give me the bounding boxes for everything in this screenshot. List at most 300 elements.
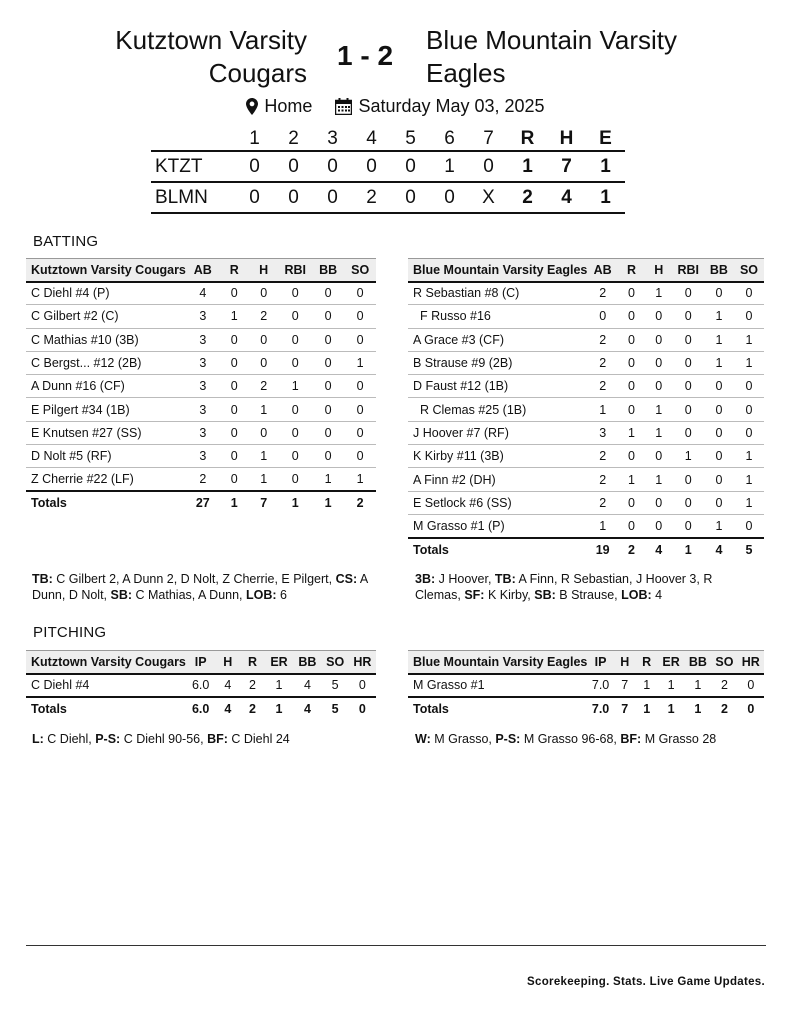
totals-cell: 4 [303, 701, 311, 716]
stat-column-header: SO [734, 259, 764, 282]
stat-cell: 0 [312, 421, 344, 444]
box-header-row [26, 651, 376, 674]
note-label: BF: [620, 732, 642, 746]
note-text: 4 [651, 588, 663, 602]
home-team-line2: Cougars [208, 58, 307, 88]
stat-cell: 0 [220, 282, 249, 305]
note-text: 6 [276, 588, 287, 602]
pitching-table-away [408, 650, 764, 720]
note-label: P-S: [495, 732, 521, 746]
stat-cell: 0 [734, 398, 764, 421]
player-row [408, 421, 764, 444]
inning-score: 0 [405, 186, 416, 208]
line-score-header-cell [151, 127, 235, 151]
stat-cell: 0 [738, 674, 764, 697]
stat-cell: 1 [645, 282, 673, 305]
stat-cell: 1 [734, 468, 764, 491]
stat-cell: 1 [645, 421, 673, 444]
stat-cell: 1 [249, 468, 279, 491]
stat-column-header: AB [186, 259, 220, 282]
player-name: E Pilgert #34 (1B) [26, 398, 186, 421]
line-score-table [151, 127, 625, 214]
stat-cell: 0 [312, 305, 344, 328]
stat-cell: 3 [587, 421, 618, 444]
stat-cell: 0 [344, 421, 376, 444]
stat-cell: 3 [186, 305, 220, 328]
note-label: 3B: [415, 572, 436, 586]
stat-cell: 4 [186, 282, 220, 305]
stat-cell: 0 [673, 398, 704, 421]
inning-score: 0 [366, 155, 377, 177]
totals-label: Totals [31, 496, 67, 511]
stat-cell: 0 [673, 514, 704, 537]
inning-header: 4 [366, 127, 377, 149]
player-name: B Strause #9 (2B) [408, 351, 587, 374]
player-name: F Russo #16 [408, 305, 587, 328]
totals-cell: 1 [291, 496, 299, 511]
note-text: K Kirby, [484, 588, 535, 602]
stat-cell: 0 [344, 398, 376, 421]
stat-cell: 1 [220, 305, 249, 328]
pitching-table-home [26, 650, 376, 720]
note-text: A Dunn, D Nolt, [32, 572, 368, 602]
stat-column-header: SO [322, 651, 349, 674]
stat-cell: 1 [658, 674, 685, 697]
stat-cell: 1 [704, 514, 734, 537]
stat-cell: 0 [220, 468, 249, 491]
stat-cell: 0 [734, 375, 764, 398]
line-score-e: 1 [600, 155, 611, 177]
stat-cell: 2 [587, 445, 618, 468]
totals-label: Totals [413, 542, 449, 557]
stat-cell: 0 [279, 328, 312, 351]
stat-cell: 0 [220, 421, 249, 444]
inning-score: 0 [483, 155, 494, 177]
inning-score: 1 [444, 155, 455, 177]
stat-cell: 0 [312, 375, 344, 398]
stat-column-header: SO [344, 259, 376, 282]
stat-column-header: RBI [279, 259, 312, 282]
stat-cell: 0 [704, 491, 734, 514]
stat-cell: 4 [293, 674, 321, 697]
stat-cell: 2 [249, 375, 279, 398]
player-row [408, 398, 764, 421]
stat-cell: 2 [587, 282, 618, 305]
stat-cell: 2 [587, 468, 618, 491]
inning-header: 5 [405, 127, 416, 149]
totals-cell: 1 [684, 542, 692, 557]
stat-column-header: BB [293, 651, 321, 674]
stat-column-header: BB [704, 259, 734, 282]
stat-cell: 0 [704, 421, 734, 444]
stat-column-header: R [636, 651, 658, 674]
footer-divider [26, 945, 766, 946]
totals-cell: 1 [643, 701, 651, 716]
map-pin-icon [246, 98, 258, 115]
player-row [408, 328, 764, 351]
note-label: P-S: [95, 732, 121, 746]
stat-cell: 0 [249, 282, 279, 305]
stat-cell: 1 [685, 674, 712, 697]
note-text: C Diehl, [43, 732, 96, 746]
player-row [26, 398, 376, 421]
player-name: M Grasso #1 [408, 674, 587, 697]
box-header-row [408, 259, 764, 282]
stat-column-header: IP [186, 651, 216, 674]
line-score-row [151, 182, 625, 213]
stat-cell: 0 [618, 282, 645, 305]
note-label: LOB: [246, 588, 277, 602]
stat-cell: 0 [344, 445, 376, 468]
player-row [26, 421, 376, 444]
note-text: B Strause, [555, 588, 622, 602]
line-score-e: 1 [600, 186, 611, 208]
stat-cell: 3 [186, 398, 220, 421]
stat-cell: 0 [704, 375, 734, 398]
stat-cell: 1 [618, 468, 645, 491]
player-name: C Diehl #4 [26, 674, 186, 697]
stat-column-header: HR [738, 651, 764, 674]
stat-cell: 0 [312, 445, 344, 468]
stat-cell: 0 [673, 468, 704, 491]
totals-cell: 2 [627, 542, 635, 557]
box-header-row [26, 259, 376, 282]
stat-column-header: H [215, 651, 240, 674]
player-row [408, 445, 764, 468]
stat-cell: 1 [265, 674, 294, 697]
stat-cell: 1 [587, 514, 618, 537]
stat-cell: 0 [618, 398, 645, 421]
player-name: J Hoover #7 (RF) [408, 421, 587, 444]
player-name: D Faust #12 (1B) [408, 375, 587, 398]
totals-label: Totals [31, 701, 67, 716]
stat-cell: 1 [279, 375, 312, 398]
stat-cell: 0 [618, 375, 645, 398]
note-text: C Diehl 24 [227, 732, 290, 746]
batting-notes-away [415, 571, 760, 603]
totals-cell: 5 [331, 701, 339, 716]
totals-row [26, 491, 376, 514]
stat-cell: 2 [186, 468, 220, 491]
stat-cell: 0 [673, 375, 704, 398]
stat-cell: 0 [312, 398, 344, 421]
stat-column-header: H [614, 651, 636, 674]
batting-table-away [408, 258, 764, 561]
note-text: M Grasso 28 [641, 732, 717, 746]
stat-cell: 0 [734, 421, 764, 444]
note-text: J Hoover, [435, 572, 495, 586]
stat-cell: 0 [673, 282, 704, 305]
totals-cell: 4 [655, 542, 663, 557]
inning-score: 0 [327, 186, 338, 208]
stat-cell: 0 [673, 491, 704, 514]
stat-cell: 0 [673, 351, 704, 374]
player-row [408, 282, 764, 305]
stat-cell: 2 [240, 674, 265, 697]
away-team-line2: Eagles [426, 58, 506, 88]
player-row [26, 328, 376, 351]
stat-cell: 0 [249, 328, 279, 351]
totals-cell: 0 [747, 701, 755, 716]
player-row [408, 674, 764, 697]
pitching-title: PITCHING [33, 624, 107, 641]
home-team-name [27, 24, 307, 90]
line-score-h: 4 [561, 186, 572, 208]
line-score-team: BLMN [155, 186, 208, 208]
box-header-row [408, 651, 764, 674]
line-score-r: 1 [522, 155, 533, 177]
totals-row [26, 697, 376, 720]
stat-cell: 0 [279, 398, 312, 421]
player-row [26, 282, 376, 305]
stat-cell: 0 [220, 398, 249, 421]
stat-cell: 1 [312, 468, 344, 491]
stat-cell: 3 [186, 351, 220, 374]
totals-cell: 4 [224, 701, 232, 716]
stat-column-header: BB [312, 259, 344, 282]
stat-column-header: HR [349, 651, 376, 674]
stat-cell: 1 [734, 351, 764, 374]
stat-cell: 0 [249, 351, 279, 374]
totals-cell: 7 [260, 496, 268, 511]
stat-cell: 0 [645, 375, 673, 398]
stat-cell: 0 [645, 328, 673, 351]
home-team-line1: Kutztown Varsity [115, 25, 307, 55]
hits-header: H [559, 127, 574, 149]
stat-cell: 0 [618, 351, 645, 374]
note-label: SB: [110, 588, 133, 602]
stat-cell: 1 [587, 398, 618, 421]
away-team-name [426, 24, 756, 90]
totals-cell: 1 [275, 701, 283, 716]
player-row [408, 514, 764, 537]
stat-cell: 1 [636, 674, 658, 697]
stat-cell: 0 [645, 305, 673, 328]
note-label: TB: [494, 572, 516, 586]
stat-cell: 1 [673, 445, 704, 468]
stat-cell: 0 [704, 445, 734, 468]
batting-table-home [26, 258, 376, 514]
stat-cell: 1 [249, 398, 279, 421]
totals-cell: 2 [356, 496, 364, 511]
stat-column-header: ER [658, 651, 685, 674]
batting-title: BATTING [33, 233, 99, 250]
inning-header: 3 [327, 127, 338, 149]
stat-cell: 1 [734, 491, 764, 514]
stat-column-header: H [645, 259, 673, 282]
errors-header: E [599, 127, 612, 149]
line-score-r: 2 [522, 186, 533, 208]
away-team-line1: Blue Mountain Varsity [426, 25, 677, 55]
player-name: C Mathias #10 (3B) [26, 328, 186, 351]
note-text: C Gilbert 2, A Dunn 2, D Nolt, Z Cherrie, E Pilgert, [52, 572, 336, 586]
stat-cell: 2 [587, 351, 618, 374]
stat-cell: 0 [279, 468, 312, 491]
game-header [0, 24, 791, 94]
stat-cell: 0 [645, 445, 673, 468]
totals-cell: 6.0 [191, 701, 210, 716]
stat-cell: 7.0 [587, 674, 613, 697]
stat-cell: 1 [704, 328, 734, 351]
stat-cell: 2 [587, 328, 618, 351]
inning-score: 0 [327, 155, 338, 177]
inning-header: 2 [288, 127, 299, 149]
inning-score: 2 [366, 186, 377, 208]
stat-cell: 1 [704, 351, 734, 374]
stat-cell: 6.0 [186, 674, 216, 697]
team-name-header: Kutztown Varsity Cougars [26, 651, 186, 674]
totals-label: Totals [413, 701, 449, 716]
pitching-notes-away [415, 731, 760, 747]
player-row [408, 351, 764, 374]
inning-score: 0 [249, 186, 260, 208]
team-name-header: Blue Mountain Varsity Eagles [408, 259, 587, 282]
totals-cell: 4 [715, 542, 723, 557]
stat-cell: 4 [215, 674, 240, 697]
player-name: C Bergst... #12 (2B) [26, 351, 186, 374]
player-name: R Clemas #25 (1B) [408, 398, 587, 421]
stat-cell: 5 [322, 674, 349, 697]
stat-cell: 1 [645, 398, 673, 421]
stat-column-header: RBI [673, 259, 704, 282]
stat-cell: 0 [618, 328, 645, 351]
stat-cell: 0 [249, 421, 279, 444]
totals-cell: 19 [595, 542, 610, 557]
stat-cell: 0 [734, 282, 764, 305]
stat-column-header: SO [711, 651, 737, 674]
totals-cell: 0 [358, 701, 366, 716]
player-name: C Gilbert #2 (C) [26, 305, 186, 328]
player-name: A Finn #2 (DH) [408, 468, 587, 491]
stat-cell: 0 [312, 282, 344, 305]
line-score-header [151, 127, 625, 151]
stat-cell: 1 [645, 468, 673, 491]
totals-cell: 1 [230, 496, 238, 511]
totals-cell: 2 [720, 701, 728, 716]
stat-cell: 0 [734, 514, 764, 537]
note-label: SF: [464, 588, 485, 602]
team-name-header: Blue Mountain Varsity Eagles [408, 651, 587, 674]
stat-cell: 2 [587, 491, 618, 514]
stat-column-header: R [240, 651, 265, 674]
calendar-icon [335, 98, 352, 115]
batting-notes-home [32, 571, 377, 603]
player-row [408, 491, 764, 514]
note-text: C Mathias, A Dunn, [132, 588, 246, 602]
stat-cell: 0 [344, 305, 376, 328]
stat-cell: 0 [704, 468, 734, 491]
stat-cell: 0 [618, 305, 645, 328]
final-score: 1 - 2 [336, 40, 394, 71]
stat-cell: 0 [704, 282, 734, 305]
stat-cell: 0 [220, 328, 249, 351]
stat-cell: 1 [344, 351, 376, 374]
note-label: L: [32, 732, 44, 746]
stat-cell: 2 [249, 305, 279, 328]
stat-cell: 3 [186, 421, 220, 444]
stat-cell: 0 [344, 282, 376, 305]
stat-column-header: H [249, 259, 279, 282]
inning-score: 0 [249, 155, 260, 177]
player-name: A Grace #3 (CF) [408, 328, 587, 351]
stat-cell: 1 [734, 445, 764, 468]
date-text: Saturday May 03, 2025 [358, 96, 545, 116]
player-row [26, 375, 376, 398]
player-row [408, 375, 764, 398]
inning-score: 0 [444, 186, 455, 208]
player-row [26, 351, 376, 374]
player-row [26, 674, 376, 697]
stat-cell: 3 [186, 445, 220, 468]
player-name: K Kirby #11 (3B) [408, 445, 587, 468]
stat-cell: 0 [220, 375, 249, 398]
footer-tagline: Scorekeeping. Stats. Live Game Updates. [527, 976, 765, 988]
player-name: Z Cherrie #22 (LF) [26, 468, 186, 491]
stat-cell: 0 [673, 328, 704, 351]
stat-cell: 0 [645, 351, 673, 374]
stat-cell: 0 [704, 398, 734, 421]
stat-column-header: AB [587, 259, 618, 282]
stat-column-header: R [618, 259, 645, 282]
stat-cell: 1 [618, 421, 645, 444]
stat-cell: 0 [279, 445, 312, 468]
stat-cell: 0 [673, 421, 704, 444]
stat-cell: 2 [711, 674, 737, 697]
note-text: C Diehl 90-56, [120, 732, 208, 746]
player-row [408, 468, 764, 491]
stat-column-header: R [220, 259, 249, 282]
stat-cell: 1 [344, 468, 376, 491]
stat-cell: 0 [618, 491, 645, 514]
note-text: A Finn, R Sebastian, J Hoover 3, R Clemas, [415, 572, 713, 602]
pitching-notes-home [32, 731, 377, 747]
stat-cell: 0 [645, 491, 673, 514]
inning-score: 0 [405, 155, 416, 177]
stat-cell: 0 [220, 445, 249, 468]
note-label: BF: [207, 732, 228, 746]
stat-cell: 0 [645, 514, 673, 537]
stat-cell: 0 [279, 282, 312, 305]
stat-cell: 0 [344, 375, 376, 398]
player-name: R Sebastian #8 (C) [408, 282, 587, 305]
player-row [26, 468, 376, 491]
runs-header: R [520, 127, 535, 149]
note-label: CS: [335, 572, 358, 586]
stat-column-header: BB [685, 651, 712, 674]
stat-cell: 0 [312, 328, 344, 351]
totals-cell: 7.0 [591, 701, 610, 716]
player-row [26, 445, 376, 468]
stat-cell: 0 [618, 514, 645, 537]
player-name: E Setlock #6 (SS) [408, 491, 587, 514]
game-location [246, 96, 312, 117]
inning-score: X [482, 186, 495, 208]
game-meta [0, 96, 791, 120]
totals-cell: 1 [667, 701, 675, 716]
stat-cell: 0 [344, 328, 376, 351]
note-label: LOB: [621, 588, 652, 602]
stat-column-header: ER [265, 651, 294, 674]
note-text: M Grasso, [430, 732, 496, 746]
player-name: C Diehl #4 (P) [26, 282, 186, 305]
player-row [408, 305, 764, 328]
game-date [335, 96, 544, 117]
stat-cell: 0 [220, 351, 249, 374]
player-name: D Nolt #5 (RF) [26, 445, 186, 468]
totals-cell: 1 [324, 496, 332, 511]
inning-header: 1 [249, 127, 260, 149]
stat-column-header: IP [587, 651, 613, 674]
